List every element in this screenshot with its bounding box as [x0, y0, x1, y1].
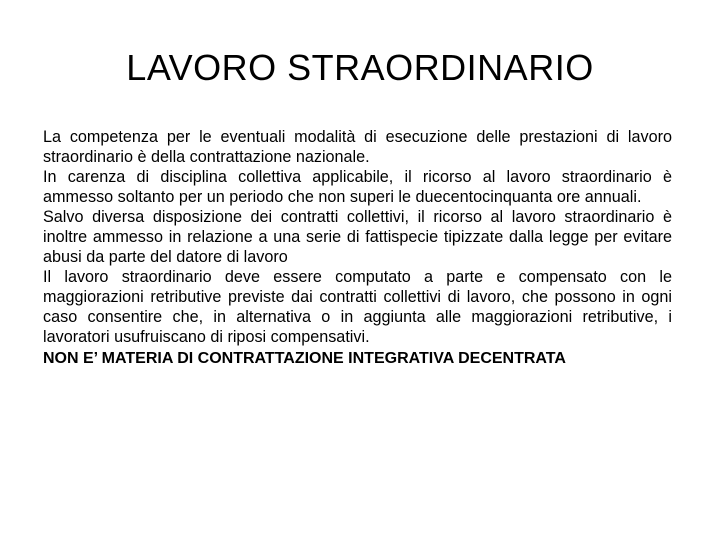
paragraph-carenza: In carenza di disciplina collettiva applicabile, il ricorso al lavoro straordinario è ammesso soltanto per un periodo che non superi le duecentocinquanta ore annuali. [43, 168, 672, 206]
paragraph-salvo: Salvo diversa disposizione dei contratti collettivi, il ricorso al lavoro straordinario è inoltre ammesso in relazione a una serie di fattispecie tipizzate dalla legge per evitare abusi da parte del datore di lavoro [43, 208, 672, 266]
slide-title: LAVORO STRAORDINARIO [126, 47, 594, 88]
closing-statement: NON E’ MATERIA DI CONTRATTAZIONE INTEGRATIVA DECENTRATA [43, 350, 566, 367]
paragraph-computo: Il lavoro straordinario deve essere computato a parte e compensato con le maggiorazioni retributive previste dai contratti collettivi di lavoro, che possono in ogni caso consentire che, in alternativa o in aggiunta alle maggiorazioni retributive, i lavoratori usufruiscano di riposi compensativi. [43, 268, 672, 346]
slide-body [43, 127, 672, 369]
paragraph-competenza: La competenza per le eventuali modalità di esecuzione delle prestazioni di lavoro straordinario è della contrattazione nazionale. [43, 128, 672, 166]
